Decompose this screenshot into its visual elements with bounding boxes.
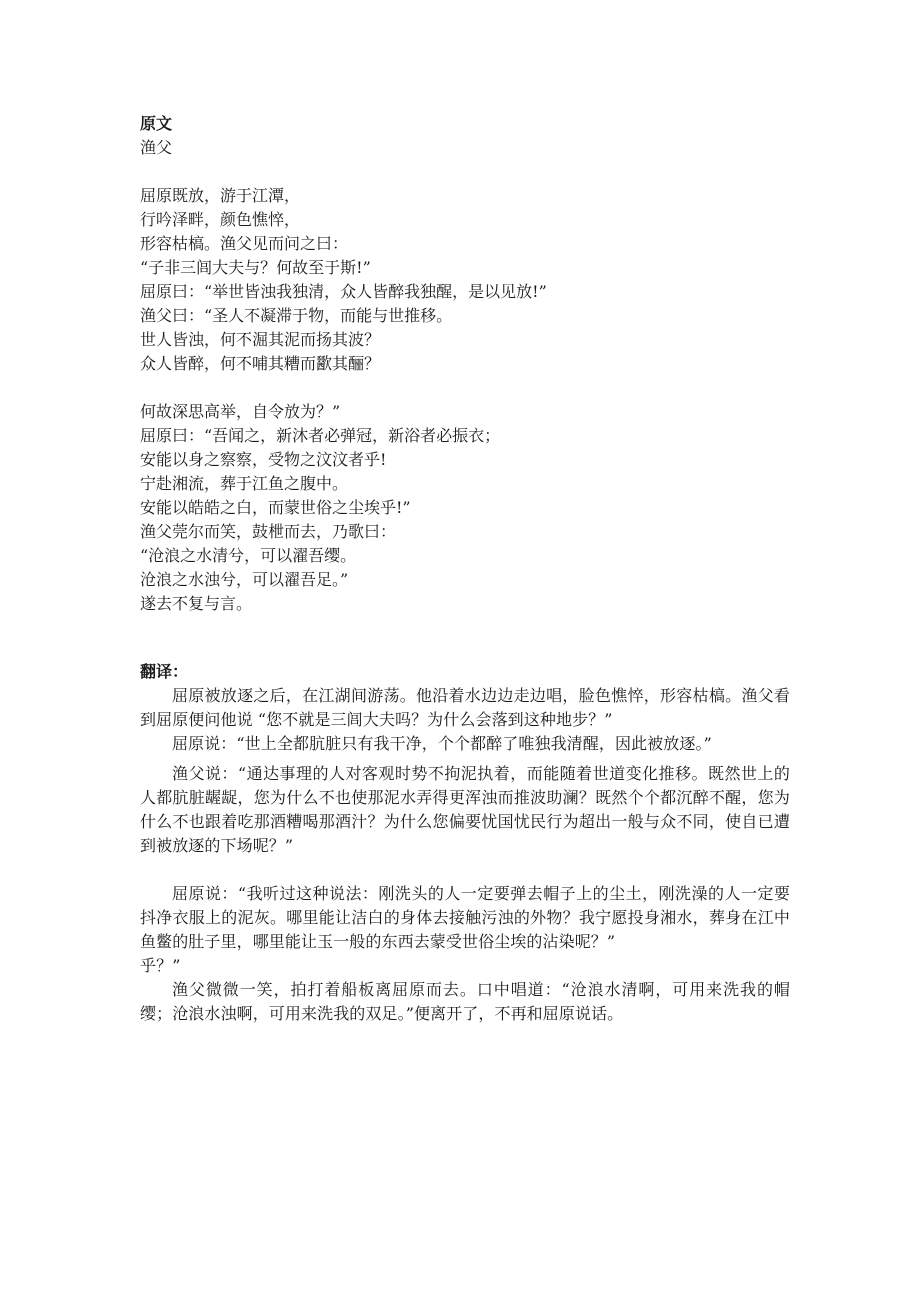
poem-line: 沧浪之水浊兮，可以濯吾足。”: [140, 570, 349, 589]
translation-fragment: 乎？”: [140, 956, 181, 975]
stanza-1: [140, 184, 790, 376]
translation-paragraph: 屈原说：“世上全都肮脏只有我干净，个个都醉了唯独我清醒，因此被放逐。”: [172, 734, 712, 753]
poem-line: 遂去不复与言。: [140, 594, 253, 613]
poem-line: 众人皆醉，何不哺其糟而歠其酾？: [140, 354, 381, 373]
document-page: [140, 112, 790, 1026]
poem-line: 行吟泽畔，颜色憔悴，: [140, 210, 301, 229]
poem-line: “子非三闾大夫与？何故至于斯!”: [140, 258, 371, 277]
poem-line: 何故深思高举，自令放为？”: [140, 402, 341, 421]
stanza-2: [140, 400, 790, 616]
poem-line: 宁赴湘流，葬于江鱼之腹中。: [140, 474, 349, 493]
translation-paragraph: 渔父微微一笑，拍打着船板离屈原而去。口中唱道：“沧浪水清啊，可用来洗我的帽缨；沧浪水浊啊，可用来洗我的双足。”便离开了，不再和屈原说话。: [140, 980, 790, 1023]
poem-line: 渔父曰：“圣人不凝滞于物，而能与世推移。: [140, 306, 453, 325]
translation-heading: 翻译：: [140, 662, 189, 681]
translation-paragraph: 屈原说：“我听过这种说法：刚洗头的人一定要弹去帽子上的尘土，刚洗澡的人一定要抖净衣服上的泥灰。哪里能让洁白的身体去接触污浊的外物？我宁愿投身湘水，葬身在江中鱼鳖的肚子里，哪里能让玉一般的东西去蒙受世俗尘埃的沾染呢？”: [140, 884, 790, 951]
translation-paragraph: 渔父说：“通达事理的人对客观时势不拘泥执着，而能随着世道变化推移。既然世上的人都肮脏龌龊，您为什么不也使那泥水弄得更浑浊而推波助澜？既然个个都沉醉不醒，您为什么不也跟着吃那酒糟喝那酒汁？为什么您偏要忧国忧民行为超出一般与众不同，使自已遭到被放逐的下场呢？”: [140, 764, 790, 855]
poem-line: 屈原既放，游于江潭，: [140, 186, 301, 205]
poem-line: “沧浪之水清兮，可以濯吾缨。: [140, 546, 357, 565]
poem-line: 屈原曰：“吾闻之，新沐者必弹冠，新浴者必振衣；: [140, 426, 501, 445]
poem-line: 屈原曰：“举世皆浊我独清，众人皆醉我独醒，是以见放!”: [140, 282, 547, 301]
poem-title: 渔父: [140, 138, 173, 157]
original-heading: 原文: [140, 114, 173, 133]
poem-line: 形容枯槁。渔父见而问之曰：: [140, 234, 349, 253]
poem-line: 安能以皓皓之白，而蒙世俗之尘埃乎!”: [140, 498, 411, 517]
poem-line: 安能以身之察察，受物之汶汶者乎!: [140, 450, 387, 469]
translation-paragraph: 屈原被放逐之后，在江湖间游荡。他沿着水边边走边唱，脸色憔悴，形容枯槁。渔父看到屈原便问他说 “您不就是三闾大夫吗？为什么会落到这种地步？”: [140, 686, 790, 729]
poem-line: 渔父莞尔而笑，鼓枻而去，乃歌曰：: [140, 522, 397, 541]
poem-line: 世人皆浊，何不淈其泥而扬其波？: [140, 330, 381, 349]
